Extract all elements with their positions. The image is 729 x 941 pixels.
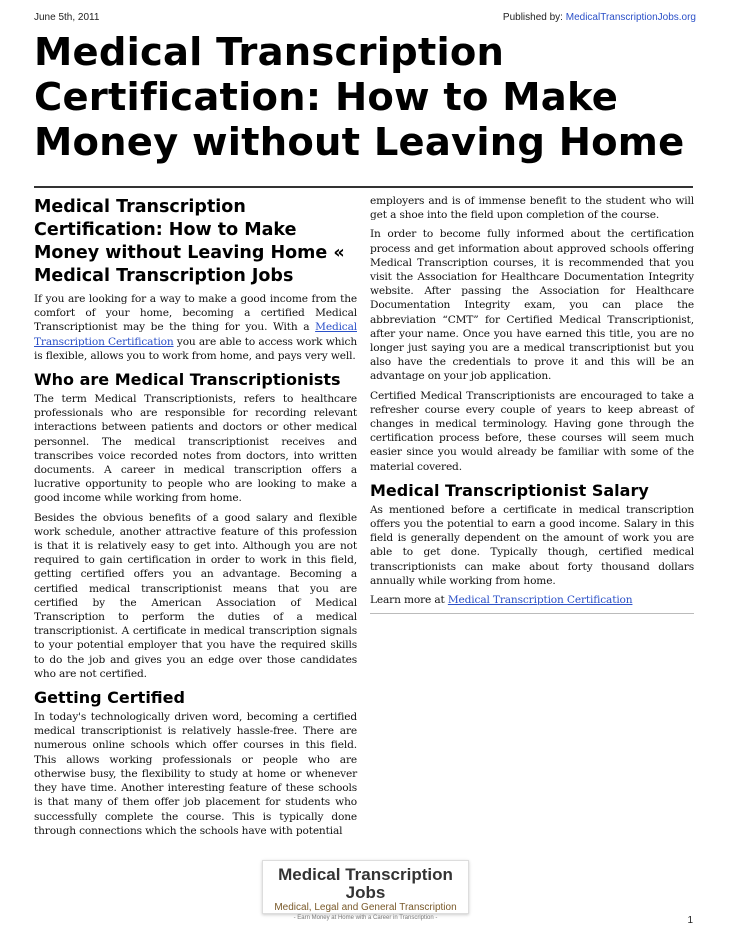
intro-text-after: you are able to access work which is flexible, allows you to work from home, and pays very well. xyxy=(34,335,357,362)
who-paragraph-2: Besides the obvious benefits of a good salary and flexible work schedule, another attractive feature of this profession is that it is relatively easy to get into. Although you are not required to gain certification in order to work in this field, getting certified offers you an advantage. Becoming a certified medical transcriptionist means that you are certified by the American Association of Medical Transcription to perform the duties of a medical transcriptionist. A certificate in medical transcription signals to your potential employer that you have the required skills to do the job and gives you an edge over those candidates who are not certified. xyxy=(34,511,357,680)
getting-certified-paragraph-2: In order to become fully informed about the certification process and get information about approved schools offering Medical Transcription courses, it is recommended that you visit the Association for Healthcare Documentation Integrity website. After passing the Association for Healthcare Documentation Integrity exam, you can place the abbreviation “CMT” for Certified Medical Transcriptionist, after your name. Once you have earned this title, you are no longer just saying you are a medical transcriptionist but you also have the credentials to prove it and this will be an advantage on your job application. xyxy=(370,228,694,383)
end-divider xyxy=(370,613,694,614)
title-divider xyxy=(34,186,693,188)
left-column xyxy=(34,194,357,843)
site-logo xyxy=(262,860,469,921)
intro-text-before: If you are looking for a way to make a good income from the comfort of your home, becoming a certified Medical Transcriptionist may be the thing for you. With a xyxy=(34,293,357,334)
header-date: June 5th, 2011 xyxy=(34,12,100,23)
learn-more-label: Learn more at xyxy=(370,594,448,607)
salary-paragraph: As mentioned before a certificate in medical transcription offers you the potential to earn a good income. Salary in this field is generally dependent on the amount of work you are able to get done. Typically though, certified medical transcriptionists can make about forty thousand dollars annually while working from home. xyxy=(370,503,694,587)
who-paragraph-1: The term Medical Transcriptionists, refers to healthcare professionals who are responsible for recording relevant interactions between patients and doctors or other medical personnel. The medical transcriptionist receives and transcribes voice recorded notes from doctors, into written documents. A career in medical transcription offers a lucrative opportunity to people who are looking to make a good income while working from home. xyxy=(34,393,357,505)
section-heading-who: Who are Medical Transcriptionists xyxy=(34,370,341,390)
page-title: Medical Transcription Certification: How to Make Money without Leaving Home xyxy=(34,30,685,165)
learn-more-line xyxy=(370,593,694,607)
intro-certification-link[interactable]: Medical Transcription Certification xyxy=(34,321,357,348)
right-column xyxy=(370,194,694,614)
section-heading-salary: Medical Transcriptionist Salary xyxy=(370,480,649,500)
learn-more-link[interactable]: Medical Transcription Certification xyxy=(447,594,633,607)
logo-name: Medical Transcription Jobs xyxy=(278,865,453,902)
getting-certified-paragraph-1-part-2: employers and is of immense benefit to the student who will get a shoe into the field upon completion of the course. xyxy=(370,195,694,222)
logo-tagline: Medical, Legal and General Transcription xyxy=(274,902,457,913)
page-number: 1 xyxy=(687,915,693,926)
section-heading-getting-certified: Getting Certified xyxy=(34,688,185,708)
published-by-label: Published by: xyxy=(502,12,563,23)
article-heading: Medical Transcription Certification: How to Make Money without Leaving Home « Medical Transcription Jobs xyxy=(34,197,345,286)
getting-certified-paragraph-3: Certified Medical Transcriptionists are encouraged to take a refresher course every couple of years to keep abreast of changes in medical terminology. Having gone through the certification process before, these courses will seem much easier since you would already be familiar with some of the material covered. xyxy=(370,389,694,473)
publisher-link[interactable]: MedicalTranscriptionJobs.org xyxy=(565,12,696,23)
intro-paragraph xyxy=(34,292,357,363)
logo-slogan: - Earn Money at Home with a Career in Transcription - xyxy=(293,915,438,921)
getting-certified-paragraph-1-part-1: In today's technologically driven word, becoming a certified medical transcriptionist is relatively hassle-free. There are numerous online schools which offer courses in this field. This allows working professionals or people who are otherwise busy, the flexibility to study at home or whenever they have time. Another interesting feature of these schools is that many of them offer job placement for students who successfully complete the course. This is typically done through connections which the schools have with potential xyxy=(34,711,357,837)
header-publisher xyxy=(503,12,696,23)
